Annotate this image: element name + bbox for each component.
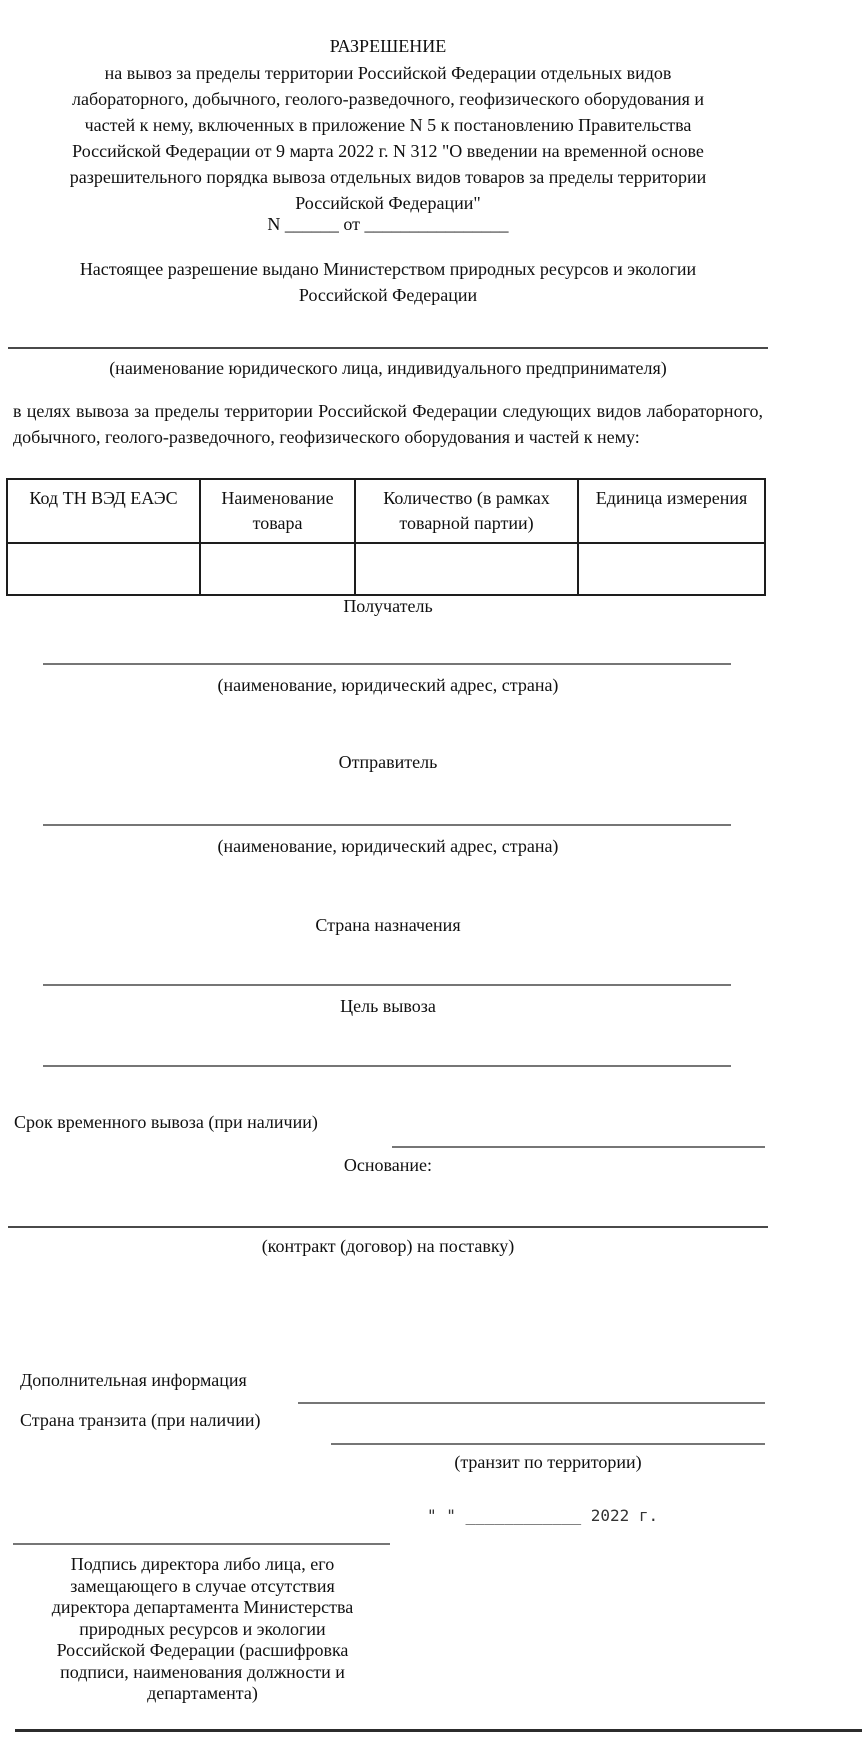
empty-cell-quantity	[355, 543, 578, 595]
signature-caption-line: природных ресурсов и экологии	[79, 1618, 326, 1639]
recipient-label: Получатель	[343, 596, 433, 616]
temp-export-blank-line	[392, 1146, 765, 1148]
sender-caption: (наименование, юридический адрес, страна)	[217, 836, 559, 856]
issued-by-line: Настоящее разрешение выдано Министерством природных ресурсов и экологии	[79, 259, 697, 279]
subtitle-line: разрешительного порядка вывоза отдельных видов товаров за пределы территории	[69, 167, 707, 187]
destination-country-label: Страна назначения	[315, 915, 461, 935]
subtitle-line: лабораторного, добычного, геолого-разведочного, геофизического оборудования и	[71, 89, 705, 109]
goods-table-header-row	[7, 479, 765, 543]
header-tnved-code: Код ТН ВЭД ЕАЭС	[7, 479, 200, 543]
header-quantity: Количество (в рамках товарной партии)	[355, 479, 578, 543]
org-name-blank-line	[8, 347, 768, 349]
signature-blank-line	[13, 1543, 390, 1545]
additional-info-label: Дополнительная информация	[20, 1370, 247, 1390]
document-title: РАЗРЕШЕНИЕ	[329, 36, 447, 56]
signature-caption-line: замещающего в случае отсутствия	[70, 1575, 335, 1596]
signature-caption-line: департамента)	[147, 1683, 258, 1703]
subtitle-line: частей к нему, включенных в приложение N 5 к постановлению Правительства	[84, 115, 692, 135]
signature-caption-line: Подпись директора либо лица, его	[70, 1554, 335, 1574]
bottom-rule	[15, 1729, 862, 1732]
empty-cell-tnved-code	[7, 543, 200, 595]
purpose-paragraph: в целях вывоза за пределы территории Российской Федерации следующих видов лабораторного, добычного, геолого-разведочного, геофизического оборудования и частей к нему:	[13, 401, 763, 447]
document-subtitle	[8, 60, 768, 216]
recipient-caption: (наименование, юридический адрес, страна)	[217, 675, 559, 695]
header-unit: Единица измерения	[578, 479, 765, 543]
sender-blank-line	[43, 824, 731, 826]
signature-caption-line: Российской Федерации (расшифровка	[56, 1640, 349, 1660]
signature-caption-line: подписи, наименования должности и	[60, 1661, 345, 1682]
subtitle-line: Российской Федерации от 9 марта 2022 г. N 312 "О введении на временной основе	[72, 141, 704, 161]
transit-country-label: Страна транзита (при наличии)	[20, 1410, 261, 1430]
issued-by-line: Российской Федерации	[298, 285, 478, 305]
transit-country-blank-line	[331, 1443, 765, 1445]
temp-export-label: Срок временного вывоза (при наличии)	[14, 1112, 318, 1132]
empty-cell-goods-name	[200, 543, 355, 595]
subtitle-line: на вывоз за пределы территории Российской Федерации отдельных видов	[104, 63, 672, 83]
header-goods-name: Наименование товара	[200, 479, 355, 543]
goods-table-empty-row	[7, 543, 765, 595]
org-name-caption: (наименование юридического лица, индивидуального предпринимателя)	[109, 358, 667, 378]
export-purpose-label: Цель вывоза	[340, 996, 436, 1016]
recipient-blank-line	[43, 663, 731, 665]
signature-caption	[15, 1554, 390, 1705]
document-number-line: N ______ от ________________	[267, 214, 509, 234]
empty-cell-unit	[578, 543, 765, 595]
transit-caption: (транзит по территории)	[454, 1452, 642, 1472]
basis-caption: (контракт (договор) на поставку)	[261, 1236, 515, 1256]
issued-by-text	[8, 256, 768, 308]
basis-blank-line	[8, 1226, 768, 1228]
export-purpose-blank-line	[43, 1065, 731, 1067]
signature-caption-line: директора департамента Министерства	[51, 1597, 354, 1617]
subtitle-line: Российской Федерации"	[295, 193, 481, 213]
date-line: " " ____________ 2022 г.	[427, 1506, 659, 1525]
sender-label: Отправитель	[338, 752, 438, 772]
destination-country-blank-line	[43, 984, 731, 986]
basis-label: Основание:	[343, 1155, 433, 1175]
additional-info-blank-line	[298, 1402, 765, 1404]
goods-table	[6, 478, 766, 596]
